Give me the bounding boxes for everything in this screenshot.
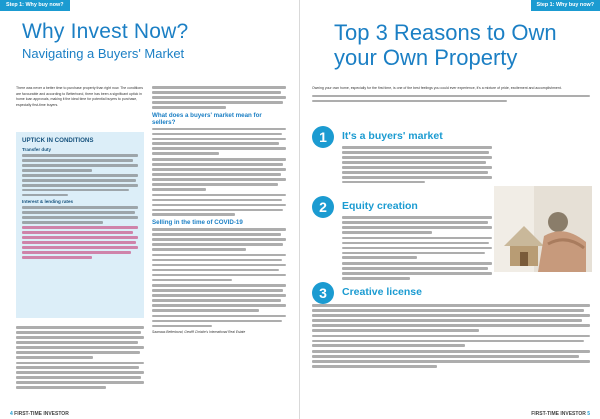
text-line <box>16 366 139 369</box>
text-line <box>22 159 133 162</box>
item-title: Creative license <box>342 286 422 298</box>
text-line <box>152 248 246 251</box>
page-footer <box>10 411 69 417</box>
text-line <box>152 128 286 131</box>
text-line <box>342 262 492 265</box>
text-line <box>152 228 286 231</box>
text-line <box>152 289 283 292</box>
text-line <box>312 365 437 368</box>
text-line <box>22 194 68 197</box>
text-line <box>152 204 286 207</box>
text-line <box>16 351 140 354</box>
text-line <box>152 243 283 246</box>
text-line <box>152 213 235 216</box>
text-line <box>152 194 286 197</box>
text-line <box>152 320 282 323</box>
step-tag: Step 1: Why buy now? <box>0 0 70 11</box>
text-line <box>312 314 590 317</box>
text-line <box>152 233 281 236</box>
text-line <box>22 189 129 192</box>
item-body <box>342 146 492 186</box>
text-line <box>152 183 278 186</box>
text-line <box>342 242 489 245</box>
item-body <box>342 216 492 282</box>
text-line <box>342 156 492 159</box>
text-line <box>342 146 492 149</box>
text-line <box>152 294 286 297</box>
text-line <box>152 147 286 150</box>
text-line <box>152 199 282 202</box>
text-line <box>16 371 144 374</box>
text-line <box>342 181 425 184</box>
signature: Saarraas Betterbond, Gewfff Christie's International Real Estate <box>152 330 246 335</box>
text-line <box>22 206 138 209</box>
highlight-line <box>22 231 133 234</box>
title-sub: Navigating a Buyers' Market <box>22 46 185 61</box>
footer-label: FIRST-TIME INVESTOR <box>531 411 586 417</box>
page-number: 4 <box>10 411 13 417</box>
text-line <box>22 164 138 167</box>
text-line <box>16 341 138 344</box>
highlight-line <box>22 226 138 229</box>
text-line <box>312 100 507 103</box>
text-line <box>342 237 492 240</box>
text-line <box>22 154 138 157</box>
text-line <box>152 264 286 267</box>
text-line <box>152 209 283 212</box>
item-body <box>312 304 590 370</box>
text-line <box>152 238 286 241</box>
text-line <box>312 309 584 312</box>
text-line <box>16 362 144 365</box>
text-line <box>152 168 286 171</box>
intro-column <box>16 86 144 111</box>
item-number-badge: 2 <box>312 196 334 218</box>
text-line <box>152 142 279 145</box>
text-line <box>16 376 141 379</box>
text-line <box>152 163 283 166</box>
section-heading: What does a buyers' market mean for sellers? <box>152 111 262 126</box>
text-line <box>16 326 144 329</box>
text-line <box>152 254 286 257</box>
text-line <box>152 279 232 282</box>
text-line <box>342 247 492 250</box>
text-line <box>312 95 590 98</box>
text-line <box>312 355 579 358</box>
text-line <box>152 152 219 155</box>
text-line <box>152 106 226 109</box>
text-line <box>16 336 144 339</box>
text-line <box>342 221 488 224</box>
text-line <box>312 360 590 363</box>
text-line <box>16 331 141 334</box>
section-heading: Selling in the time of COVID-19 <box>152 219 243 227</box>
text-line <box>152 133 282 136</box>
text-line <box>342 272 492 275</box>
text-line <box>152 284 286 287</box>
item-number-badge: 1 <box>312 126 334 148</box>
title-main: Why Invest Now? <box>22 20 189 43</box>
text-line <box>22 211 135 214</box>
page-number: 5 <box>587 411 590 417</box>
item-title: It's a buyers' market <box>342 130 443 142</box>
text-line <box>152 188 206 191</box>
text-line <box>312 335 590 338</box>
text-line <box>152 309 259 312</box>
text-line <box>342 277 410 280</box>
text-line <box>22 184 138 187</box>
text-line <box>312 344 465 347</box>
step-tag: Step 1: Why buy now? <box>531 0 600 11</box>
text-line <box>152 299 281 302</box>
uptick-box <box>16 132 144 318</box>
text-line <box>312 304 590 307</box>
highlight-line <box>22 246 138 249</box>
text-line <box>152 274 286 277</box>
left-bottom-column <box>16 326 144 391</box>
uptick-sub-transfer: Transfer duty <box>22 147 52 152</box>
text-line <box>152 158 286 161</box>
house-keys-image <box>494 186 592 272</box>
text-line <box>152 91 281 94</box>
footer-label: FIRST-TIME INVESTOR <box>14 411 69 417</box>
text-line <box>342 231 432 234</box>
text-line <box>342 252 485 255</box>
text-line <box>152 86 286 89</box>
item-title: Equity creation <box>342 200 418 212</box>
page-title <box>22 20 282 62</box>
text-line <box>342 161 486 164</box>
item-number-badge: 3 <box>312 282 334 304</box>
text-line <box>342 267 488 270</box>
text-line <box>312 340 584 343</box>
text-line <box>342 176 492 179</box>
text-line <box>152 269 279 272</box>
text-line <box>152 304 286 307</box>
text-line <box>16 356 93 359</box>
text-line <box>22 221 103 224</box>
text-line <box>342 226 492 229</box>
text-line <box>342 256 417 259</box>
text-line <box>16 381 144 384</box>
text-line <box>152 173 281 176</box>
text-line <box>152 325 212 328</box>
uptick-sub-interest: Interest & lending rates <box>22 199 74 205</box>
text-line <box>22 174 138 177</box>
page-footer <box>531 411 590 417</box>
text-line <box>312 350 590 353</box>
text-line <box>342 166 492 169</box>
intro-text: Owning your own home, especially for the first time, is one of the best feelings you could ever experience, it's a mixture of pride, excitement and accomplishment. <box>312 86 562 90</box>
text-line <box>312 319 582 322</box>
text-line <box>152 101 283 104</box>
text-line <box>152 259 282 262</box>
page-title: Top 3 Reasons to Own your Own Property <box>334 20 557 70</box>
intro-text: There was never a better time to purchase property than right now. The conditions are favourable and according to Betterbond, there has been a significant uptick in home loan approvals, making it the ideal time for potential buyers to purchase, especially first-time buyers. <box>16 86 143 107</box>
highlight-line <box>22 236 138 239</box>
text-line <box>152 96 286 99</box>
highlight-line <box>22 241 136 244</box>
text-line <box>342 216 492 219</box>
intro-column <box>312 86 590 105</box>
text-line <box>312 324 590 327</box>
text-line <box>342 151 489 154</box>
text-line <box>16 346 144 349</box>
uptick-heading: UPTICK IN CONDITIONS <box>22 137 94 144</box>
text-line <box>312 329 479 332</box>
text-line <box>152 315 286 318</box>
highlight-line <box>22 256 92 259</box>
text-line <box>152 138 286 141</box>
text-line <box>22 179 136 182</box>
text-line <box>342 171 488 174</box>
highlight-line <box>22 251 131 254</box>
text-line <box>22 216 138 219</box>
house-keys-photo <box>494 186 592 272</box>
text-line <box>16 386 106 389</box>
text-line <box>22 169 92 172</box>
right-page <box>300 0 600 419</box>
left-page-column-2 <box>152 86 286 339</box>
text-line <box>152 178 286 181</box>
